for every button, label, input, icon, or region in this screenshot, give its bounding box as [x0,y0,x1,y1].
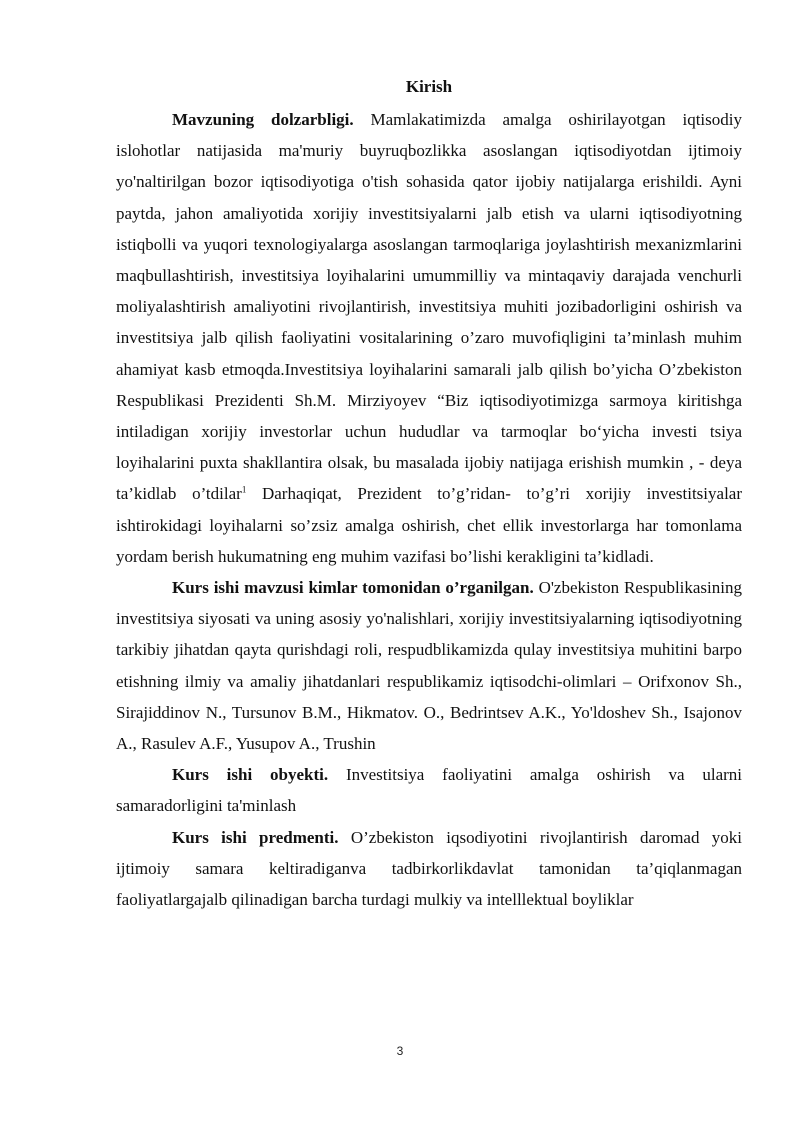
section-title: Kirish [405,77,453,96]
paragraph-heading-researchers: Kurs ishi mavzusi kimlar tomonidan o’rganilgan. [172,578,534,598]
paragraph-body-relevance-cont: Darhaqiqat, Prezident to’g’ridan- to’g’ri xorijiy investitsiyalar ishtirokidagi loyihalarni so’zsiz amalga oshirish, chet ellik investorlarga har tomonlama yordam berish hukumatning eng muhim vazifasi bo’lishi kerakligini ta’kidladi. [116,484,742,566]
paragraph-relevance [116,104,742,572]
paragraph-body-researchers: O'zbekiston Respublikasining investitsiya siyosati va uning asosiy yo'nalishlari, xorijiy investitsiyalarning iqtisodiyotning tarkibiy jihatdan qayta qurishdagi roli, respudblikamizda qulay investitsiya muhitini barpo etishning ilmiy va amaliy jihatdanlari respublikamiz iqtisodchi-olimlari – Orifxonov Sh., Sirajiddinov N., Tursunov B.M., Hikmatov. O., Bedrintsev A.K., Yo'ldoshev Sh., Isajonov A., Rasulev A.F., Yusupov A., Trushin [116,578,742,754]
footnote-marker[interactable]: 1 [241,484,247,495]
paragraph-heading-relevance: Mavzuning dolzarbligi. [172,110,354,129]
paragraph-body-subject: O’zbekiston iqsodiyotini rivojlantirish daromad yoki ijtimoiy samara keltiradiganva tadbirkorlikdavlat tamonidan ta’qiqlanmagan faoliyatlargajalb qilinadigan barcha turdagi mulkiy va intelllektual boyliklar [116,827,743,910]
paragraph-heading-object: Kurs ishi obyekti. [172,765,329,785]
paragraph-subject [116,822,742,916]
page-number: 3 [396,1044,404,1058]
paragraph-body-object: Investitsiya faoliyatini amalga oshirish va ularni samaradorligini ta'minlash [116,765,742,816]
document-page [116,72,742,915]
paragraph-body-relevance: Mamlakatimizda amalga oshirilayotgan iqtisodiy islohotlar natijasida ma'muriy buyruqbozlikka asoslangan iqtisodiyotdan ijtimoiy yo'naltirilgan bozor iqtisodiyotiga o'tish sohasida qator ijobiy natijalarga erishildi. Ayni paytda, jahon amaliyotida xorijiy investitsiyalarni jalb etish va ularni iqtisodiyotning istiqbolli va yuqori texnologiyalarga asoslangan tarmoqlariga joylashtirish mexanizmlarini maqbullashtirish, investitsiya loyihalarini umummilliy va mintaqaviy darajada venchurli moliyalashtirish amaliyotini rivojlantirish, investitsiya muhiti jozibadorligini oshirish va investitsiya jalb qilish faoliyatini vositalarining o’zaro muvofiqligini ta’minlash muhim ahamiyat kasb etmoqda.Investitsiya loyihalarini samarali jalb qilish bo’yicha O’zbekiston Respublikasi Prezidenti Sh.M. Mirziyoyev “Biz iqtisodiyotimizga sarmoya kiritishga intiladigan xorijiy investorlar uchun hududlar va tarmoqlar bo‘yicha investi tsiya loyihalarini puxta shakllantira olsak, bu masalada ijobiy natijaga erishish mumkin , - deya ta’kidlab o’tdilar [116,110,742,504]
paragraph-object [116,759,742,821]
paragraph-researchers [116,572,742,759]
paragraph-heading-subject: Kurs ishi predmenti. [172,827,339,847]
